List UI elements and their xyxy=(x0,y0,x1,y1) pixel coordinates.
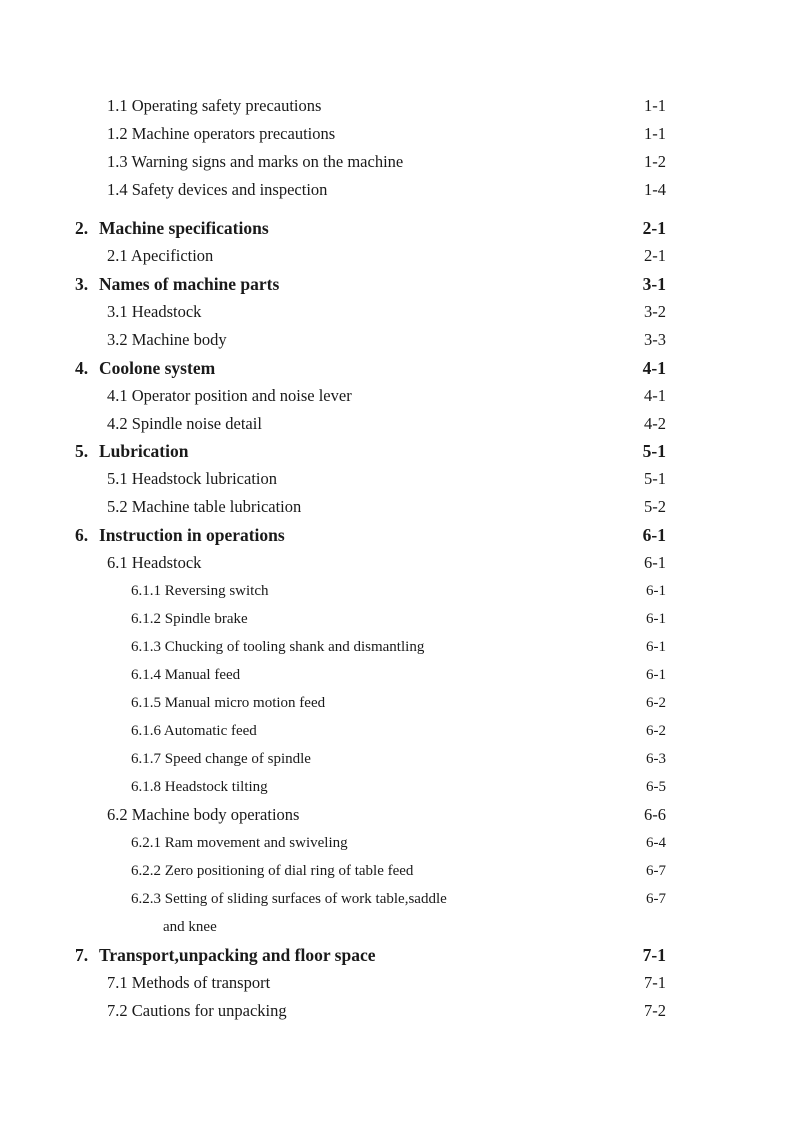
toc-chapter-5 xyxy=(0,441,793,469)
toc-entry-title: 6.1.5 Manual micro motion feed xyxy=(131,695,326,711)
toc-entry-title: 6.1.7 Speed change of spindle xyxy=(131,751,311,767)
toc-entry-6-2 xyxy=(0,805,793,833)
toc-entry-title: 7.2 Cautions for unpacking xyxy=(107,1001,287,1020)
toc-entry-6-1-5 xyxy=(0,695,793,723)
toc-entry-title: 3.1 Headstock xyxy=(107,302,202,321)
toc-chapter-title: Instruction in operations xyxy=(99,525,285,545)
toc-entry-title: 6.1.3 Chucking of tooling shank and dismantling xyxy=(131,639,425,655)
toc-entry-6-2-1 xyxy=(0,835,793,863)
toc-entry-1-2 xyxy=(0,124,793,152)
toc-chapter-number: 6. xyxy=(75,525,89,545)
toc-entry-page: 6-1 xyxy=(646,639,666,655)
toc-entry-page: 1-4 xyxy=(644,180,666,199)
toc-entry-page: 6-2 xyxy=(646,723,666,739)
toc-entry-6-2-3 xyxy=(0,891,793,919)
toc-chapter-title: Machine specifications xyxy=(99,218,269,238)
toc-chapter-4 xyxy=(0,358,793,386)
toc-entry-title: 3.2 Machine body xyxy=(107,330,227,349)
toc-entry-page: 6-3 xyxy=(646,751,666,767)
toc-entry-page: 2-1 xyxy=(644,246,666,265)
toc-chapter-title: Names of machine parts xyxy=(99,274,280,294)
toc-chapter-number: 4. xyxy=(75,358,89,378)
toc-entry-page: 4-1 xyxy=(644,386,666,405)
toc-entry-title: 6.1 Headstock xyxy=(107,553,202,572)
toc-entry-title: 6.1.2 Spindle brake xyxy=(131,611,248,627)
toc-entry-page: 1-1 xyxy=(644,96,666,115)
toc-entry-6-1 xyxy=(0,553,793,581)
toc-entry-title: 2.1 Apecifiction xyxy=(107,246,214,265)
toc-entry-title: 1.4 Safety devices and inspection xyxy=(107,180,328,199)
toc-entry-6-2-3-continued xyxy=(0,919,793,947)
toc-entry-page: 6-1 xyxy=(646,667,666,683)
toc-chapter-title: Lubrication xyxy=(99,441,189,461)
toc-entry-page: 6-6 xyxy=(644,805,666,824)
toc-entry-4-1 xyxy=(0,386,793,414)
toc-entry-title: 5.2 Machine table lubrication xyxy=(107,497,302,516)
toc-entry-title: 6.2.3 Setting of sliding surfaces of work table,saddle xyxy=(131,891,447,907)
toc-chapter-3 xyxy=(0,274,793,302)
toc-entry-title-continued: and knee xyxy=(163,919,217,935)
toc-entry-page: 1-2 xyxy=(644,152,666,171)
toc-chapter-title: Coolone system xyxy=(99,358,216,378)
toc-chapter-6 xyxy=(0,525,793,553)
toc-chapter-page: 6-1 xyxy=(642,525,666,545)
toc-chapter-page: 3-1 xyxy=(642,274,666,294)
toc-entry-6-1-8 xyxy=(0,779,793,807)
toc-entry-title: 7.1 Methods of transport xyxy=(107,973,271,992)
toc-entry-5-1 xyxy=(0,469,793,497)
toc-entry-page: 6-7 xyxy=(646,863,666,879)
toc-entry-title: 4.1 Operator position and noise lever xyxy=(107,386,352,405)
toc-entry-page: 6-5 xyxy=(646,779,666,795)
toc-chapter-2 xyxy=(0,218,793,246)
toc-entry-page: 6-1 xyxy=(644,553,666,572)
toc-entry-page: 1-1 xyxy=(644,124,666,143)
toc-entry-page: 6-1 xyxy=(646,583,666,599)
toc-entry-title: 4.2 Spindle noise detail xyxy=(107,414,262,433)
toc-entry-3-2 xyxy=(0,330,793,358)
toc-entry-7-1 xyxy=(0,973,793,1001)
toc-entry-title: 1.1 Operating safety precautions xyxy=(107,96,322,115)
toc-chapter-title: Transport,unpacking and floor space xyxy=(99,945,376,965)
toc-entry-2-1 xyxy=(0,246,793,274)
toc-chapter-number: 2. xyxy=(75,218,89,238)
toc-entry-6-2-2 xyxy=(0,863,793,891)
toc-entry-title: 1.2 Machine operators precautions xyxy=(107,124,336,143)
toc-entry-page: 6-7 xyxy=(646,891,666,907)
toc-chapter-number: 5. xyxy=(75,441,89,461)
toc-entry-3-1 xyxy=(0,302,793,330)
toc-entry-page: 5-1 xyxy=(644,469,666,488)
toc-entry-page: 6-4 xyxy=(646,835,666,851)
toc-entry-page: 6-1 xyxy=(646,611,666,627)
toc-entry-6-1-7 xyxy=(0,751,793,779)
toc-entry-page: 7-1 xyxy=(644,973,666,992)
toc-chapter-page: 4-1 xyxy=(642,358,666,378)
toc-entry-page: 3-3 xyxy=(644,330,666,349)
toc-chapter-7 xyxy=(0,945,793,973)
toc-entry-6-1-4 xyxy=(0,667,793,695)
toc-chapter-page: 2-1 xyxy=(642,218,666,238)
toc-entry-6-1-6 xyxy=(0,723,793,751)
toc-entry-title: 6.1.8 Headstock tilting xyxy=(131,779,268,795)
toc-entry-1-3 xyxy=(0,152,793,180)
toc-entry-title: 6.1.1 Reversing switch xyxy=(131,583,269,599)
toc-entry-title: 6.1.4 Manual feed xyxy=(131,667,241,683)
toc-entry-1-1 xyxy=(0,96,793,124)
toc-entry-4-2 xyxy=(0,414,793,442)
toc-entry-page: 5-2 xyxy=(644,497,666,516)
toc-entry-page: 3-2 xyxy=(644,302,666,321)
toc-entry-title: 1.3 Warning signs and marks on the machine xyxy=(107,152,404,171)
toc-entry-6-1-3 xyxy=(0,639,793,667)
toc-entry-title: 6.2 Machine body operations xyxy=(107,805,300,824)
toc-entry-title: 6.1.6 Automatic feed xyxy=(131,723,257,739)
toc-entry-page: 7-2 xyxy=(644,1001,666,1020)
toc-entry-5-2 xyxy=(0,497,793,525)
toc-entry-title: 6.2.1 Ram movement and swiveling xyxy=(131,835,348,851)
toc-entry-title: 5.1 Headstock lubrication xyxy=(107,469,277,488)
toc-entry-page: 6-2 xyxy=(646,695,666,711)
toc-entry-6-1-2 xyxy=(0,611,793,639)
toc-entry-1-4 xyxy=(0,180,793,208)
toc-entry-page: 4-2 xyxy=(644,414,666,433)
toc-entry-7-2 xyxy=(0,1001,793,1029)
toc-chapter-page: 7-1 xyxy=(642,945,666,965)
toc-entry-6-1-1 xyxy=(0,583,793,611)
toc-chapter-number: 7. xyxy=(75,945,89,965)
toc-chapter-number: 3. xyxy=(75,274,89,294)
toc-entry-title: 6.2.2 Zero positioning of dial ring of table feed xyxy=(131,863,414,879)
toc-chapter-page: 5-1 xyxy=(642,441,666,461)
